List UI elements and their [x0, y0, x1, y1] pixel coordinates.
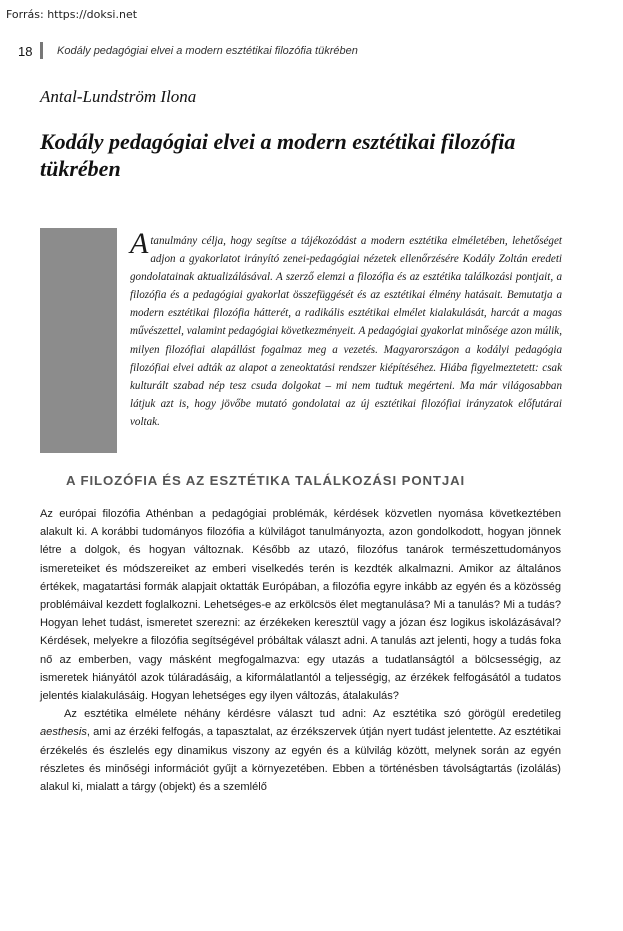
paragraph-2-emphasis: aesthesis [40, 726, 87, 739]
paragraph-1: Az európai filozófia Athénban a pedagógiai problémák, kérdések közvetlen nyomása következtében alakult ki. A korábbi tudományos filozófia a külvilágot tanulmányozta, azon gondolkodott, hogyan jönnek létre a dolgok, és hogyan változnak. Később az utazó, filozófus tanárok természettudományos ismereteiket és módszereiket az emberi viselkedés terén is kezdték alkalmazni. Amikor az általános értékek, magatartási formák alapjait oktatták Európában, a filozófia egyre inkább az egyén és a közösség problémáival kezdett foglalkozni. Lehetséges-e az erkölcsös élet megtanulása? Mi a tanulás? Mi a tudás? Hogyan lehet tudást, ismeretet szerezni: az érzékeken keresztül vagy a józan ész logikus iskolázásával? Kérdések, melyekre a filozófia segítségével próbáltak választ adni. A tanulás azt jelenti, hogy a tudás foka nő az emberben, vagy másként megfogalmazva: egy utazás a tudatlanságtól a bölcsességig, az ismeretek hiányától azok túláradásáig, a kiformálatlantól a teljességig, az érzékek felfogásától a tudatos jelentés kialakulásáig. Hogyan lehetséges egy ilyen változás, átalakulás? [40, 508, 561, 703]
abstract-sidebar-block [40, 228, 117, 453]
abstract-text: tanulmány célja, hogy segítse a tájékozódást a modern esztétika elméletében, lehetőséget adjon a gyakorlatot irányító zenei-pedagógiai nézetek ellenőrzésére Kodály Zoltán eredeti gondolatainak aktualizálásával. A szerző elemzi a filozófia és az esztétika találkozási pontjait, a filozófia és a pedagógiai gyakorlat összefüggését és az esztétikai élmény hatásait. Bemutatja a modern esztétikai filozófia hátterét, a radikális esztétikai elmélet kialakulását, harcát a magas művészettel, valamint pedagógiai következményeit. A pedagógiai gyakorlat minősége azon múlik, milyen filozófiai alapállást fogalmaz meg a vezetés. Magyarországon a kodályi pedagógia filozófiai elvei adták az alapot a zeneoktatási rendszer kiépítéséhez. Hiába figyelmeztetett: csak kulturált szabad nép tesz csuda dolgokat – mi nem tudtuk megérteni. Ma már világosabban látjuk azt is, hogy jövőbe mutató gondolatai az új esztétikai filozófiai irányzatok előfutárai voltak. [130, 235, 562, 428]
running-title: Kodály pedagógiai elvei a modern esztétikai filozófia tükrében [57, 45, 358, 57]
source-label: Forrás: https://doksi.net [6, 8, 138, 21]
paragraph-2-part-a: Az esztétika elmélete néhány kérdésre választ tud adni: Az esztétika szó görögül eredetileg [64, 708, 561, 721]
body-text [40, 505, 561, 796]
page-number: 18 [18, 44, 33, 59]
abstract-dropcap: A [130, 227, 149, 260]
section-heading: A FILOZÓFIA ÉS AZ ESZTÉTIKA TALÁLKOZÁSI PONTJAI [66, 473, 466, 488]
author-name: Antal-Lundström Ilona [40, 87, 197, 106]
paragraph-2 [40, 705, 561, 796]
paragraph-2-part-b: , ami az érzéki felfogás, a tapasztalat, az érzékszervek útján nyert tudást jelentette. Az esztétikai érzékelés és észlelés egy dinamikus viszony az egyén és a külvilág között, melynek során az egyén részletes és minőségi információt gyűjt a környezetében. Ebben a történésben távolságtartás (izolálás) alakul ki, mialatt a tárgy (objekt) és a szemlélő [40, 726, 561, 794]
article-title: Kodály pedagógiai elvei a modern esztétikai filozófia tükrében [40, 129, 516, 181]
header-divider [40, 42, 43, 59]
abstract [130, 227, 562, 431]
